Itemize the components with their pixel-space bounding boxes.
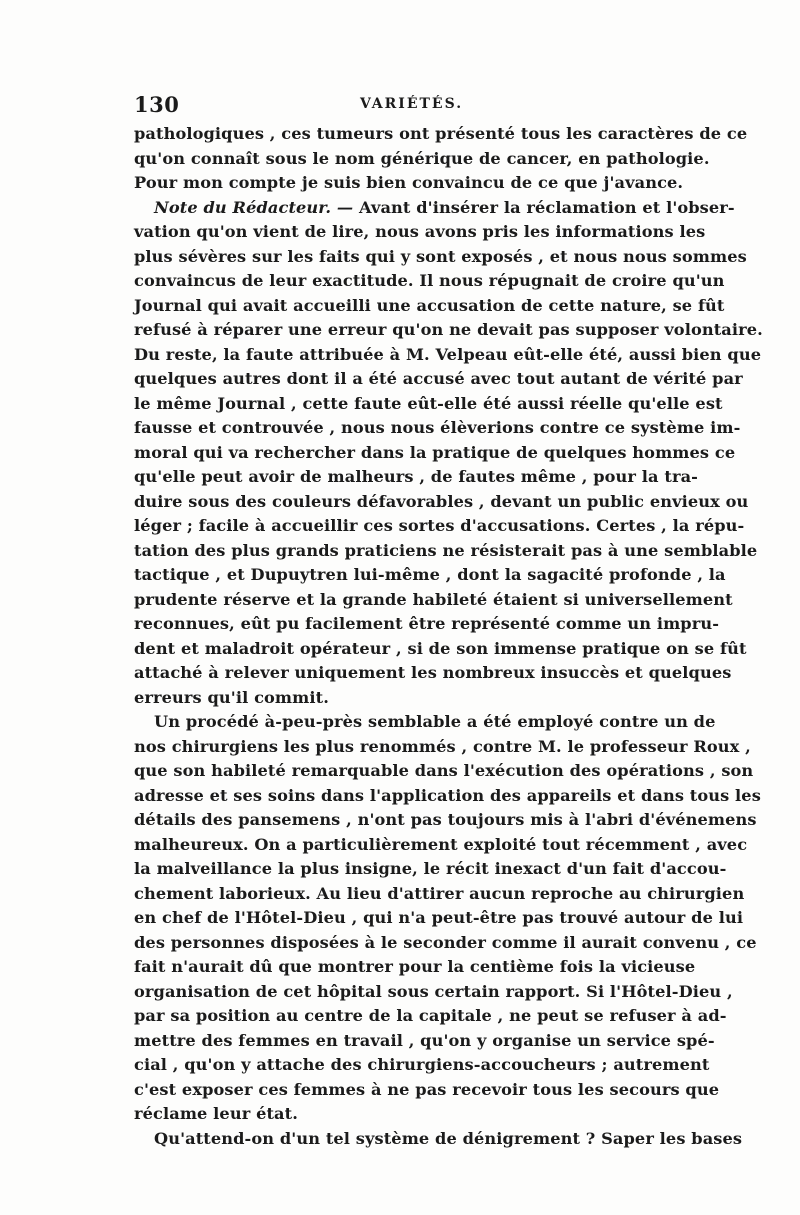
text-line-content: pathologiques , ces tumeurs ont présenté tous les caractères de ce (134, 124, 748, 143)
text-line-content: Du reste, la faute attribuée à M. Velpeau eût-elle été, aussi bien que (134, 344, 762, 364)
text-line (134, 1102, 670, 1127)
text-line (134, 465, 698, 490)
text-line-content: tation des plus grands praticiens ne résisterait pas à une semblable (134, 540, 758, 560)
text-line-content: réclame leur état. (134, 1104, 298, 1123)
text-line-content: refusé à réparer une erreur qu'on ne devait pas supposer volontaire. (134, 320, 763, 339)
text-line (134, 147, 710, 172)
text-line-content: que son habileté remarquable dans l'exécution des opérations , son (134, 761, 754, 780)
text-line-content: nos chirurgiens les plus renommés , contre M. le professeur Roux , (134, 736, 751, 756)
text-line-content: moral qui va rechercher dans la pratique de quelques hommes ce (134, 442, 736, 462)
text-line (134, 784, 761, 809)
text-line (134, 686, 670, 711)
text-line (134, 171, 684, 196)
text-line (134, 661, 732, 686)
text-line-content: prudente réserve et la grande habileté étaient si universellement (134, 589, 733, 609)
text-line (134, 637, 747, 662)
section-title: VARIÉTÉS. (360, 96, 464, 112)
text-line-content: c'est exposer ces femmes à ne pas recevoir tous les secours que (134, 1079, 720, 1099)
text-line (134, 931, 757, 956)
text-line-content: reconnues, eût pu facilement être représenté comme un impru- (134, 614, 720, 633)
text-line-content: Journal qui avait accueilli une accusation de cette nature, se fût (134, 295, 725, 315)
text-line (134, 416, 741, 441)
text-line (134, 563, 726, 588)
text-line-content: vation qu'on vient de lire, nous avons pris les informations les (134, 222, 706, 241)
text-line-content: mettre des femmes en travail , qu'on y organise un service spé- (134, 1030, 715, 1050)
text-line-content: fait n'aurait dû que montrer pour la centième fois la vicieuse (134, 957, 696, 976)
text-line (134, 367, 743, 392)
text-line (134, 1004, 727, 1029)
text-line-content: chement laborieux. Au lieu d'attirer aucun reproche au chirurgien (134, 883, 745, 903)
text-line (134, 735, 751, 760)
text-line-content: qu'elle peut avoir de malheurs , de fautes même , pour la tra- (134, 467, 698, 486)
text-line (134, 588, 733, 613)
text-line-content: fausse et controuvée , nous nous élèverions contre ce système im- (134, 418, 741, 437)
text-line (134, 294, 725, 319)
text-line-content: en chef de l'Hôtel-Dieu , qui n'a peut-être pas trouvé autour de lui (134, 908, 744, 927)
text-line-content: léger ; facile à accueillir ces sortes d'accusations. Certes , la répu- (134, 516, 745, 535)
text-line (134, 882, 745, 907)
text-line-content: attaché à relever uniquement les nombreux insuccès et quelques (134, 663, 732, 682)
text-line-content: qu'on connaît sous le nom générique de cancer, en pathologie. (134, 148, 710, 168)
text-line (134, 1053, 710, 1078)
page-number: 130 (134, 92, 180, 117)
text-line (134, 1029, 715, 1054)
text-line-content: dent et maladroit opérateur , si de son immense pratique on se fût (134, 638, 747, 658)
text-line-content: Avant d'insérer la réclamation et l'obser- (358, 197, 735, 217)
text-line (134, 906, 744, 931)
text-line-content: tactique , et Dupuytren lui-même , dont la sagacité profonde , la (134, 565, 726, 584)
text-line (134, 857, 727, 882)
text-line (134, 514, 745, 539)
text-line (134, 955, 696, 980)
text-line-content: organisation de cet hôpital sous certain rapport. Si l'Hôtel-Dieu , (134, 981, 733, 1001)
text-line (134, 759, 754, 784)
text-line (134, 343, 762, 368)
text-line-content: Qu'attend-on d'un tel système de dénigrement ? Saper les bases (154, 1128, 743, 1148)
editor-note-lead: Note du Rédacteur. — (154, 197, 359, 217)
text-line-content: convaincus de leur exactitude. Il nous répugnait de croire qu'un (134, 271, 725, 290)
body-text (134, 122, 763, 1151)
text-line-content: malheureux. On a particulièrement exploité tout récemment , avec (134, 834, 748, 854)
text-line-content: quelques autres dont il a été accusé avec tout autant de vérité par (134, 369, 743, 388)
text-line-content: duire sous des couleurs défavorables , devant un public envieux ou (134, 491, 749, 511)
text-line (134, 539, 758, 564)
text-line (134, 220, 706, 245)
text-line-content: Un procédé à-peu-près semblable a été employé contre un de (154, 712, 716, 731)
text-line (134, 196, 735, 221)
text-line (134, 1127, 743, 1152)
text-line-content: par sa position au centre de la capitale , ne peut se refuser à ad- (134, 1006, 727, 1025)
text-line-content: la malveillance la plus insigne, le récit inexact d'un fait d'accou- (134, 859, 727, 878)
text-line (134, 318, 763, 343)
text-line-content: cial , qu'on y attache des chirurgiens-accoucheurs ; autrement (134, 1055, 710, 1074)
text-line (134, 392, 723, 417)
text-line (134, 490, 749, 515)
text-line-content: erreurs qu'il commit. (134, 687, 329, 707)
text-line (134, 122, 748, 147)
text-line (134, 1078, 720, 1103)
text-line (134, 441, 736, 466)
text-line-content: détails des pansemens , n'ont pas toujours mis à l'abri d'événemens (134, 810, 757, 829)
text-line-content: adresse et ses soins dans l'application des appareils et dans tous les (134, 785, 761, 805)
text-line-content: des personnes disposées à le seconder comme il aurait convenu , ce (134, 932, 757, 952)
text-line (134, 710, 716, 735)
text-line-content: Pour mon compte je suis bien convaincu de ce que j'avance. (134, 173, 684, 192)
text-line-content: le même Journal , cette faute eût-elle été aussi réelle qu'elle est (134, 393, 723, 413)
text-line (134, 808, 757, 833)
text-line (134, 833, 748, 858)
text-line-content: plus sévères sur les faits qui y sont exposés , et nous nous sommes (134, 246, 747, 266)
text-line (134, 245, 747, 270)
text-line (134, 980, 733, 1005)
text-line (134, 269, 725, 294)
text-line (134, 612, 720, 637)
running-head (134, 92, 670, 118)
